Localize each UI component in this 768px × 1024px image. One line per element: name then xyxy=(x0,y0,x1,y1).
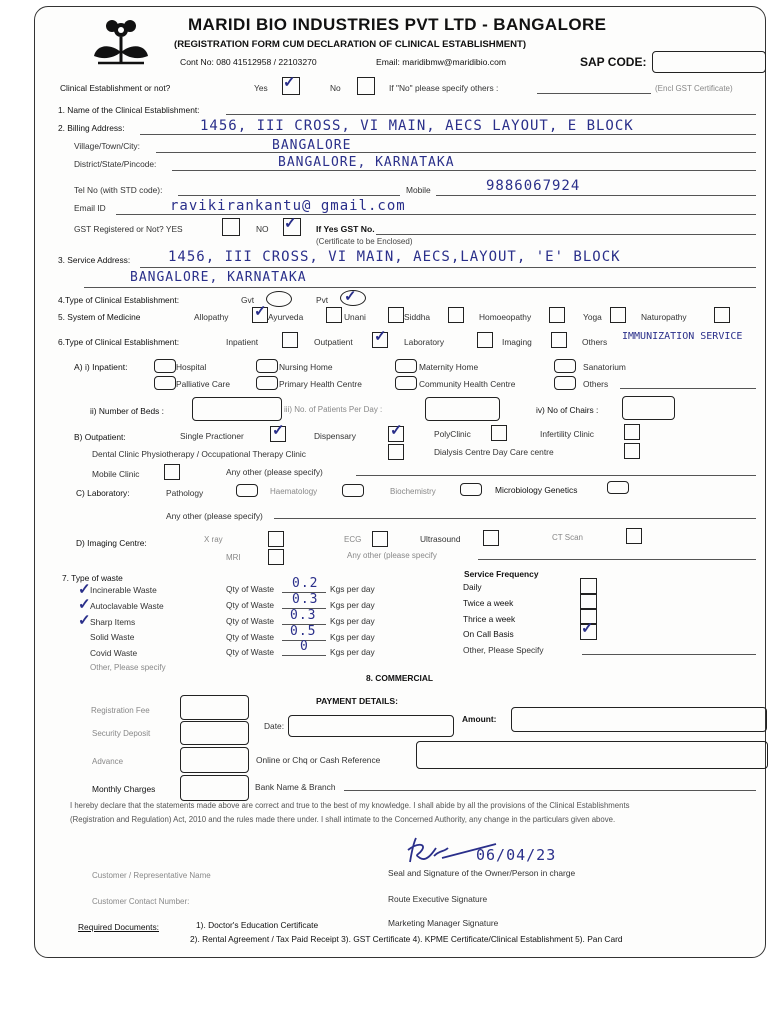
gst-cert-note: (Certificate to be Enclosed) xyxy=(316,237,413,246)
ultrasound-label: Ultrasound xyxy=(420,534,461,544)
mri-label: MRI xyxy=(226,553,241,562)
waste-name-4: Covid Waste xyxy=(90,648,138,658)
medicine-ayurveda: Ayurveda xyxy=(268,312,304,322)
single-label: Single Practioner xyxy=(180,431,244,441)
unit-3: Kgs per day xyxy=(330,632,375,642)
infertility-label: Infertility Clinic xyxy=(540,429,594,439)
qty-label-2: Qty of Waste xyxy=(226,616,275,626)
waste-name-1: Autoclavable Waste xyxy=(90,601,164,611)
medicine-homoeopathy: Homoeopathy xyxy=(479,312,532,322)
freq-1: Twice a week xyxy=(463,598,514,608)
mobile-clinic-checkbox[interactable] xyxy=(164,464,180,480)
advance-input[interactable] xyxy=(180,747,249,773)
type6-label: 6.Type of Clinical Establishment: xyxy=(58,337,180,347)
palliative-checkbox[interactable] xyxy=(154,376,176,390)
inpatient-label: A) i) Inpatient: xyxy=(74,362,128,372)
chairs-label: iv) No of Chairs : xyxy=(536,405,599,415)
laboratory-checkbox[interactable] xyxy=(477,332,493,348)
patients-input[interactable] xyxy=(425,397,500,421)
lab-anyother-field[interactable] xyxy=(274,518,756,519)
freq-2: Thrice a week xyxy=(463,614,516,624)
service-value-line1: 1456, III CROSS, VI MAIN, AECS,LAYOUT, 'E' BLOCK xyxy=(168,249,621,265)
qty-label-4: Qty of Waste xyxy=(226,647,275,657)
type6-others: Others xyxy=(582,337,608,347)
medicine-naturopathy: Naturopathy xyxy=(641,312,687,322)
mobile-clinic-label: Mobile Clinic xyxy=(92,469,140,479)
gst-no-label: NO xyxy=(256,224,269,234)
xray-label: X ray xyxy=(204,535,223,544)
qty-field-4[interactable] xyxy=(282,655,326,656)
nursing-checkbox[interactable] xyxy=(256,359,278,373)
imaging-label: D) Imaging Centre: xyxy=(76,538,147,548)
district-field[interactable] xyxy=(172,170,756,171)
type6-inpatient: Inpatient xyxy=(226,337,259,347)
monthly-input[interactable] xyxy=(180,775,249,801)
dialysis-checkbox[interactable] xyxy=(624,443,640,459)
imaging-checkbox[interactable] xyxy=(551,332,567,348)
hospital-checkbox[interactable] xyxy=(154,359,176,373)
ultrasound-checkbox[interactable] xyxy=(483,530,499,546)
qty-label-0: Qty of Waste xyxy=(226,584,275,594)
mobile-label: Mobile xyxy=(406,185,431,195)
dispensary-label: Dispensary xyxy=(314,431,356,441)
encl-gst: (Encl GST Certificate) xyxy=(655,84,733,93)
mobile-value: 9886067924 xyxy=(486,178,581,194)
polyclinic-label: PolyClinic xyxy=(434,429,471,439)
unani-checkbox[interactable] xyxy=(388,307,404,323)
email-label: Email ID xyxy=(74,203,106,213)
outpatient-label: B) Outpatient: xyxy=(74,432,126,442)
ct-checkbox[interactable] xyxy=(626,528,642,544)
qty-label-3: Qty of Waste xyxy=(226,632,275,642)
checkmark-icon: ✓ xyxy=(78,612,91,629)
qty-value-1: 0.3 xyxy=(292,592,319,607)
beds-input[interactable] xyxy=(192,397,282,421)
inpatient-checkbox[interactable] xyxy=(282,332,298,348)
beds-label: ii) Number of Beds : xyxy=(90,406,165,416)
date-label: Date: xyxy=(264,721,285,731)
contact-label: Customer Contact Number: xyxy=(92,897,190,906)
outpatient-anyother-label: Any other (please specify) xyxy=(226,467,323,477)
sap-code-label: SAP CODE: xyxy=(580,55,647,69)
biochem-checkbox[interactable] xyxy=(460,483,482,496)
inpatient-others-field[interactable] xyxy=(620,388,756,389)
micro-checkbox[interactable] xyxy=(607,481,629,494)
billing-label: 2. Billing Address: xyxy=(58,123,125,133)
bank-label: Bank Name & Branch xyxy=(255,782,336,792)
xray-checkbox[interactable] xyxy=(268,531,284,547)
billing-field[interactable] xyxy=(140,134,756,135)
clinical-no-label: No xyxy=(330,83,341,93)
qty-value-3: 0.5 xyxy=(290,624,317,639)
required-doc1: 1). Doctor's Education Certificate xyxy=(196,920,319,930)
sanatorium-label: Sanatorium xyxy=(583,362,626,372)
homoeopathy-checkbox[interactable] xyxy=(549,307,565,323)
village-field[interactable] xyxy=(156,152,756,153)
infertility-checkbox[interactable] xyxy=(624,424,640,440)
village-label: Village/Town/City: xyxy=(74,141,140,151)
payment-label: PAYMENT DETAILS: xyxy=(316,696,398,706)
advance-label: Advance xyxy=(92,757,124,766)
billing-value: 1456, III CROSS, VI MAIN, AECS LAYOUT, E BLOCK xyxy=(200,118,634,134)
siddha-checkbox[interactable] xyxy=(448,307,464,323)
gst-number-field[interactable] xyxy=(376,234,756,235)
naturopathy-checkbox[interactable] xyxy=(714,307,730,323)
phc-label: Primary Health Centre xyxy=(279,379,362,389)
chc-checkbox[interactable] xyxy=(395,376,417,390)
medicine-allopathy: Allopathy xyxy=(194,312,229,322)
gst-yes-checkbox[interactable] xyxy=(222,218,240,236)
medicine-unani: Unani xyxy=(344,312,366,322)
reg-fee-input[interactable] xyxy=(180,695,249,720)
qty-value-2: 0.3 xyxy=(290,608,317,623)
required-label: Required Documents: xyxy=(78,922,159,932)
service-field-line2[interactable] xyxy=(84,287,756,288)
checkmark-icon: ✓ xyxy=(78,596,91,613)
checkmark-icon: ✓ xyxy=(272,422,285,439)
haematology-label: Haematology xyxy=(270,487,318,496)
district-label: District/State/Pincode: xyxy=(74,159,157,169)
maternity-checkbox[interactable] xyxy=(395,359,417,373)
date-input[interactable] xyxy=(288,715,454,737)
hospital-label: Hospital xyxy=(176,362,207,372)
declaration-line2: (Registration and Regulation) Act, 2010 and the rules made there under. I shall intimate to the Concerned Authority, any change in the particulars given above. xyxy=(70,815,616,824)
checkmark-icon: ✓ xyxy=(374,328,387,345)
online-label: Online or Chq or Cash Reference xyxy=(256,755,381,765)
amount-input[interactable] xyxy=(511,707,767,732)
name-field[interactable] xyxy=(226,114,756,115)
palliative-label: Palliative Care xyxy=(176,379,230,389)
medicine-yoga: Yoga xyxy=(583,312,602,322)
gst-if-yes: If Yes GST No. xyxy=(316,224,375,234)
bank-field[interactable] xyxy=(344,790,756,791)
email-value: ravikirankantu@ gmail.com xyxy=(170,198,406,214)
email-field[interactable] xyxy=(116,214,756,215)
chairs-input[interactable] xyxy=(622,396,675,420)
inpatient-others-checkbox[interactable] xyxy=(554,376,576,390)
type6-outpatient: Outpatient xyxy=(314,337,353,347)
freq-other-field[interactable] xyxy=(582,654,756,655)
qty-value-0: 0.2 xyxy=(292,576,319,591)
checkmark-icon: ✓ xyxy=(283,74,296,91)
clinical-yes-label: Yes xyxy=(254,83,268,93)
imaging-anyother-field[interactable] xyxy=(478,559,756,560)
clinical-if-no: If "No" please specify others : xyxy=(389,83,499,93)
service-value-line2: BANGALORE, KARNATAKA xyxy=(130,270,307,285)
flower-logo xyxy=(90,16,152,66)
commercial-label: 8. COMMERCIAL xyxy=(366,673,433,683)
security-input[interactable] xyxy=(180,721,249,745)
waste-name-3: Solid Waste xyxy=(90,632,135,642)
unit-1: Kgs per day xyxy=(330,600,375,610)
biochem-label: Biochemistry xyxy=(390,487,436,496)
security-label: Security Deposit xyxy=(92,729,151,738)
checkmark-icon: ✓ xyxy=(581,620,594,637)
service-field[interactable] xyxy=(140,267,756,268)
qty-label-1: Qty of Waste xyxy=(226,600,275,610)
tel-field[interactable] xyxy=(178,195,400,196)
checkmark-icon: ✓ xyxy=(390,422,403,439)
yoga-checkbox[interactable] xyxy=(610,307,626,323)
sanatorium-checkbox[interactable] xyxy=(554,359,576,373)
village-value: BANGALORE xyxy=(272,138,352,153)
unit-0: Kgs per day xyxy=(330,584,375,594)
amount-label: Amount: xyxy=(462,714,497,724)
form-subtitle: (REGISTRATION FORM CUM DECLARATION OF CLINICAL ESTABLISHMENT) xyxy=(174,39,527,50)
lab-anyother-label: Any other (please specify) xyxy=(166,511,263,521)
qty-value-4: 0 xyxy=(300,639,309,654)
ct-label: CT Scan xyxy=(552,533,583,542)
gvt-label: Gvt xyxy=(241,295,255,305)
contact-numbers: Cont No: 080 41512958 / 22103270 xyxy=(180,57,317,67)
nursing-label: Nursing Home xyxy=(279,362,333,372)
marketing-label: Marketing Manager Signature xyxy=(388,918,499,928)
waste-label: 7. Type of waste xyxy=(62,573,123,583)
checkmark-icon: ✓ xyxy=(254,303,267,320)
sap-code-input[interactable] xyxy=(652,51,766,73)
company-email: Email: maridibmw@maridibio.com xyxy=(376,57,507,67)
patients-label: iii) No. of Patients Per Day : xyxy=(284,405,383,414)
haematology-checkbox[interactable] xyxy=(342,484,364,497)
medicine-label: 5. System of Medicine xyxy=(58,312,141,322)
dialysis-label: Dialysis Centre Day Care centre xyxy=(434,447,554,457)
medicine-siddha: Siddha xyxy=(404,312,431,322)
route-label: Route Executive Signature xyxy=(388,894,488,904)
gst-label: GST Registered or Not? YES xyxy=(74,224,183,234)
inpatient-others-label: Others xyxy=(583,379,609,389)
freq-4: Other, Please Specify xyxy=(463,645,544,655)
checkmark-icon: ✓ xyxy=(284,215,297,232)
pvt-label: Pvt xyxy=(316,295,329,305)
phc-checkbox[interactable] xyxy=(256,376,278,390)
dental-checkbox[interactable] xyxy=(388,444,404,460)
type6-imaging: Imaging xyxy=(502,337,532,347)
type6-laboratory: Laboratory xyxy=(404,337,445,347)
freq-0: Daily xyxy=(463,582,482,592)
district-value: BANGALORE, KARNATAKA xyxy=(278,155,455,170)
mobile-field[interactable] xyxy=(436,195,756,196)
waste-name-0: Incinerable Waste xyxy=(90,585,157,595)
polyclinic-checkbox[interactable] xyxy=(491,425,507,441)
type-est-label: 4.Type of Clinical Establishment: xyxy=(58,295,180,305)
waste-name-2: Sharp Items xyxy=(90,617,136,627)
type6-others-value: IMMUNIZATION SERVICE xyxy=(622,331,743,342)
checkmark-icon: ✓ xyxy=(78,581,91,598)
clinical-no-checkbox[interactable] xyxy=(357,77,375,95)
lab-label: C) Laboratory: xyxy=(76,488,130,498)
mri-checkbox[interactable] xyxy=(268,549,284,565)
freq-3: On Call Basis xyxy=(463,629,514,639)
customer-rep-label: Customer / Representative Name xyxy=(92,871,211,880)
waste-other: Other, Please specify xyxy=(90,663,166,672)
chc-label: Community Health Centre xyxy=(419,379,516,389)
pathology-checkbox[interactable] xyxy=(236,484,258,497)
required-doc2: 2). Rental Agreement / Tax Paid Receipt 3). GST Certificate 4). KPME Certificate/Clinical Establishment 5). Pan Card xyxy=(190,934,623,944)
dental-label: Dental Clinic Physiotherapy / Occupational Therapy Clinic xyxy=(92,449,306,459)
online-input[interactable] xyxy=(416,741,768,769)
reg-fee-label: Registration Fee xyxy=(91,706,150,715)
company-title: MARIDI BIO INDUSTRIES PVT LTD - BANGALORE xyxy=(188,15,607,34)
others-line[interactable] xyxy=(537,93,651,94)
monthly-label: Monthly Charges xyxy=(92,784,156,794)
name-label: 1. Name of the Clinical Establishment: xyxy=(58,105,200,115)
ecg-checkbox[interactable] xyxy=(372,531,388,547)
freq-label: Service Frequency xyxy=(464,569,539,579)
micro-label: Microbiology Genetics xyxy=(495,485,578,495)
gvt-radio[interactable] xyxy=(266,291,292,307)
imaging-anyother-label: Any other (please specify xyxy=(347,551,437,560)
service-label: 3. Service Address: xyxy=(58,255,131,265)
seal-label: Seal and Signature of the Owner/Person in charge xyxy=(388,868,576,878)
ayurveda-checkbox[interactable] xyxy=(326,307,342,323)
ecg-label: ECG xyxy=(344,535,362,544)
unit-4: Kgs per day xyxy=(330,647,375,657)
outpatient-anyother-field[interactable] xyxy=(356,475,756,476)
checkmark-icon: ✓ xyxy=(344,288,357,305)
signature-date: 06/04/23 xyxy=(476,846,557,864)
tel-label: Tel No (with STD code): xyxy=(74,185,163,195)
clinical-question: Clinical Establishment or not? xyxy=(60,83,171,93)
unit-2: Kgs per day xyxy=(330,616,375,626)
pathology-label: Pathology xyxy=(166,488,204,498)
declaration-line1: I hereby declare that the statements made above are correct and true to the best of my knowledge. I shall abide by all the provisions of the Clinical Establishments xyxy=(70,801,630,810)
maternity-label: Maternity Home xyxy=(419,362,479,372)
